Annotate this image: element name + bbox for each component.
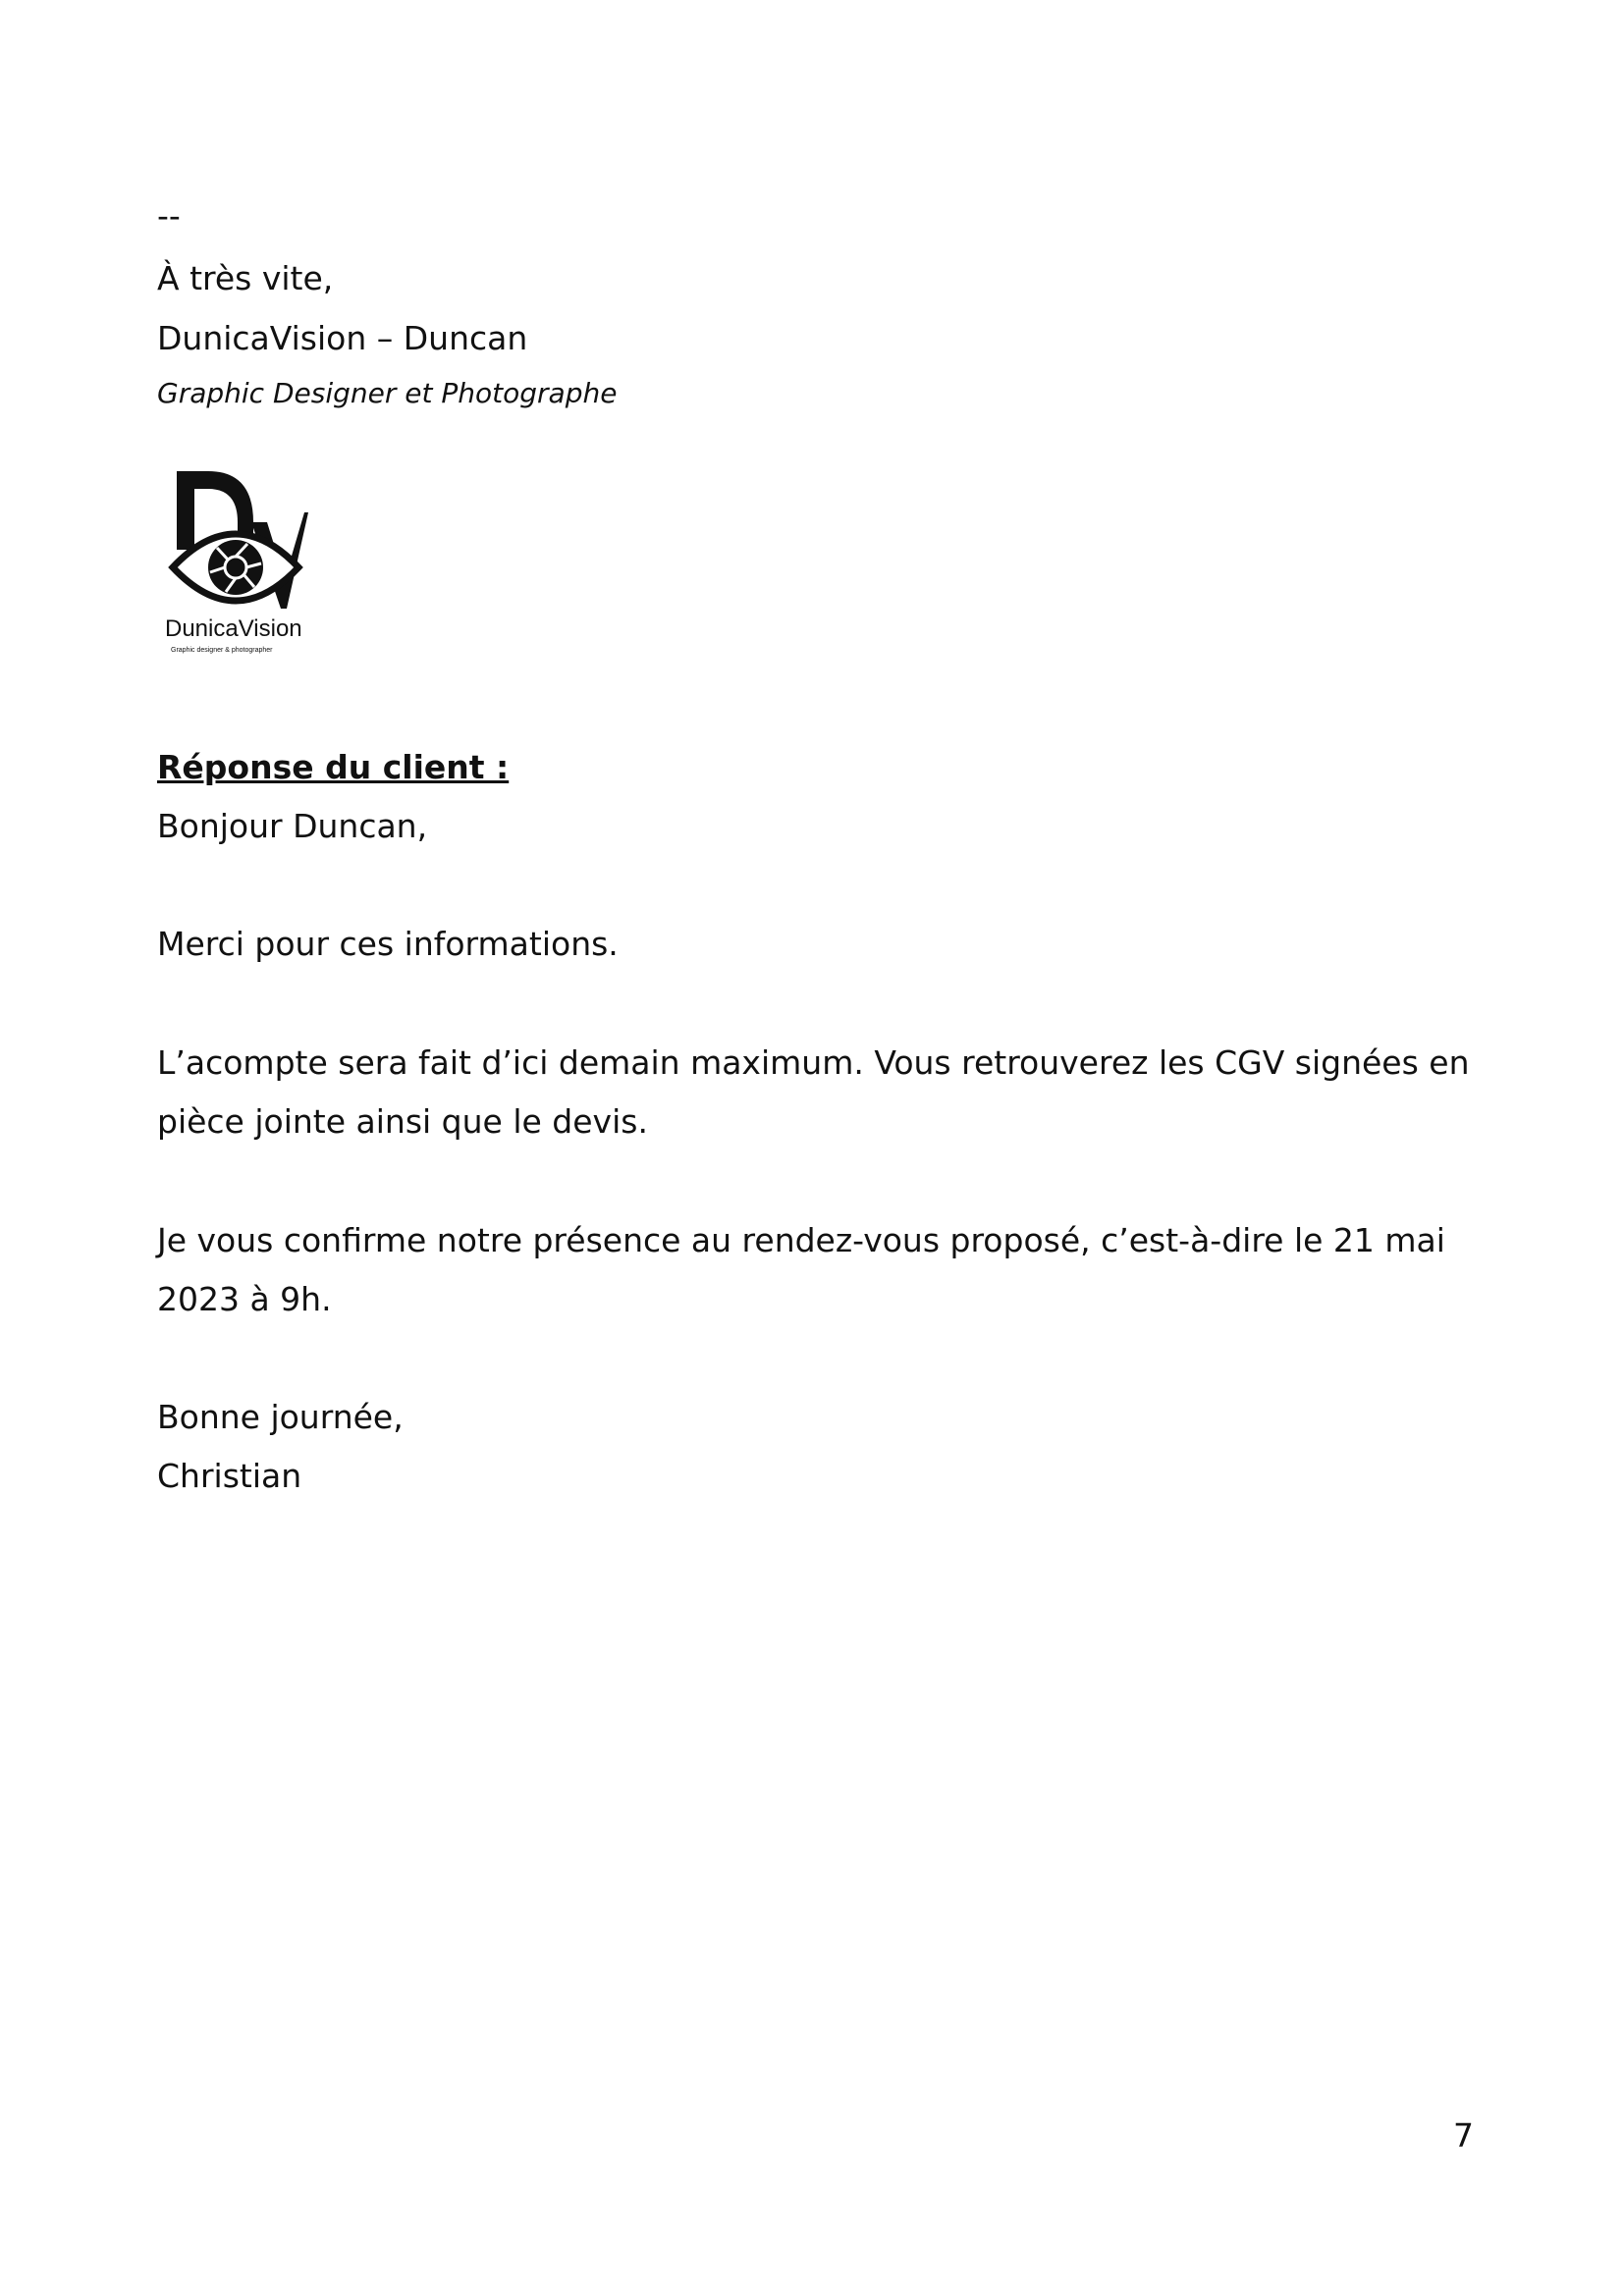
client-reply-heading: Réponse du client : (157, 748, 510, 786)
client-closing: Bonne journée, (157, 1398, 404, 1436)
client-paragraph-2-line-1: L’acompte sera fait d’ici demain maximum. Vous retrouverez les CGV signées en (157, 1043, 1470, 1082)
logo-tagline: Graphic designer & photographer (171, 647, 273, 654)
signature-title: Graphic Designer et Photographe (157, 377, 618, 409)
signature-name: DunicaVision – Duncan (157, 319, 528, 357)
page-number: 7 (1453, 2116, 1474, 2155)
signature-separator: -- (157, 196, 181, 235)
client-signature: Christian (157, 1457, 302, 1495)
client-paragraph-2-line-2: pièce jointe ainsi que le devis. (157, 1102, 648, 1141)
client-paragraph-3-line-2: 2023 à 9h. (157, 1280, 332, 1318)
signature-closing: À très vite, (157, 259, 334, 297)
logo-name: DunicaVision (165, 615, 302, 642)
client-paragraph-3-line-1: Je vous confirme notre présence au rendez-vous proposé, c’est-à-dire le 21 mai (157, 1221, 1445, 1259)
dunicavision-logo (157, 461, 319, 667)
client-greeting: Bonjour Duncan, (157, 807, 428, 845)
eye-aperture-icon (157, 461, 319, 618)
client-paragraph-1: Merci pour ces informations. (157, 925, 619, 963)
